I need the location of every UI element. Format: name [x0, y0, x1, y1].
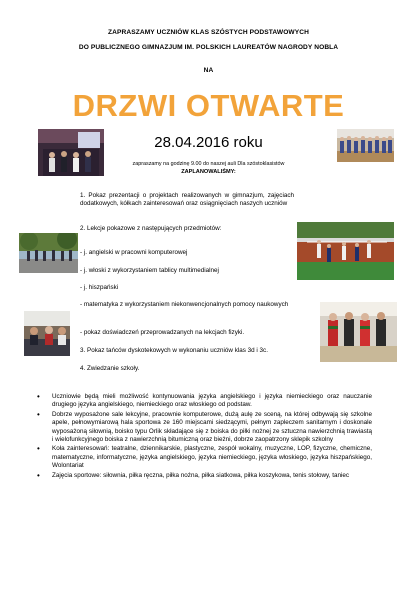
photo-lab-class [24, 311, 70, 356]
photo-folk-dancers [320, 302, 397, 362]
list-item [34, 393, 372, 410]
program-item-1: 1. Pokaz prezentacji o projektach realizowanych w gimnazjum, zajęciach dodatkowych, kółkach zainteresowań oraz osiągnięciach naszych uczniów [80, 192, 294, 208]
list-item-text: Dobrze wyposażone sale lekcyjne, pracownie komputerowe, dużą aulę ze sceną, na której odbywają się szkolne apele, pełnowymiarową hala sportowa ze 160 miejscami siedzącymi, pełnym zapleczem sanitarnym i doskonale wyposażoną siłownią, boisko typu Orlik składające się z boiska do piłki nożnej ze sztuczna nawierzchnią trawiastą i wielofunkcyjnego boiska z nawierzchnią bitumiczną oraz bieżni, dobrze zaopatrzony sklepik szkolny [52, 410, 372, 444]
bullet-icon: • [37, 392, 40, 401]
info-bullet-list [34, 393, 372, 481]
photo-sports-court [297, 222, 394, 280]
program-item-2a: - j. angielski w pracowni komputerowej [80, 249, 188, 256]
header-line-1: ZAPRASZAMY UCZNIÓW KLAS SZÓSTYCH PODSTAWOWYCH [108, 29, 309, 36]
header-line-3: NA [203, 67, 214, 74]
list-item-text: Koła zainteresowań: teatralne, dziennikarskie, plastyczne, zespół wokalny, muzyczne, LOP, fizyczne, chemiczne, matematyczne, informatyczne, języka angielskiego, języka niemieckiego, języka włoskiego, języka hiszpańskiego, Wolontariat [52, 445, 372, 470]
program-item-2c: - j. hiszpański [80, 284, 119, 291]
list-item [34, 472, 372, 480]
photo-schoolyard [19, 233, 78, 273]
list-item [34, 411, 372, 445]
bullet-icon: • [37, 470, 40, 480]
program-item-2d: - matematyka z wykorzystaniem niekonwencjonalnych pomocy naukowych [80, 301, 289, 308]
photo-gym-group [337, 129, 394, 162]
list-item-text: Uczniowie będą mieli możliwość kontynuowania języka angielskiego i języka niemieckiego oraz nauczanie drugiego języka angielskiego, niemieckiego oraz włoskiego od podstaw. [52, 393, 372, 409]
event-title: DRZWI OTWARTE [72, 88, 345, 123]
bullet-icon: • [37, 444, 40, 454]
program-item-3: 3. Pokaz tańców dyskotekowych w wykonaniu uczniów klas 3d i 3c. [80, 347, 268, 354]
photo-stage-event [38, 129, 104, 176]
planned-heading: ZAPLANOWALIŚMY: [181, 169, 236, 175]
list-item [34, 445, 372, 470]
program-item-2: 2. Lekcje pokazowe z następujących przedmiotów: [80, 225, 222, 232]
program-item-2b: - j. włoski z wykorzystaniem tablicy multimedialnej [80, 267, 219, 274]
bullet-icon: • [37, 409, 40, 419]
event-date: 28.04.2016 roku [154, 134, 263, 151]
list-item-text: Zajęcia sportowe: siłownia, piłka ręczna, piłka nożna, piłka siatkowa, piłka koszykowa, tenis stołowy, taniec [52, 471, 350, 479]
program-item-2e: - pokaz doświadczeń przeprowadzanych na lekcjach fizyki. [80, 329, 245, 336]
program-item-4: 4. Zwiedzanie szkoły. [80, 365, 140, 372]
invitation-text: zapraszamy na godzinę 9.00 do naszej auli Dla szóstoklasistów [132, 161, 285, 167]
header-line-2: DO PUBLICZNEGO GIMNAZJUM IM. POLSKICH LAUREATÓW NAGRODY NOBLA [78, 44, 339, 51]
